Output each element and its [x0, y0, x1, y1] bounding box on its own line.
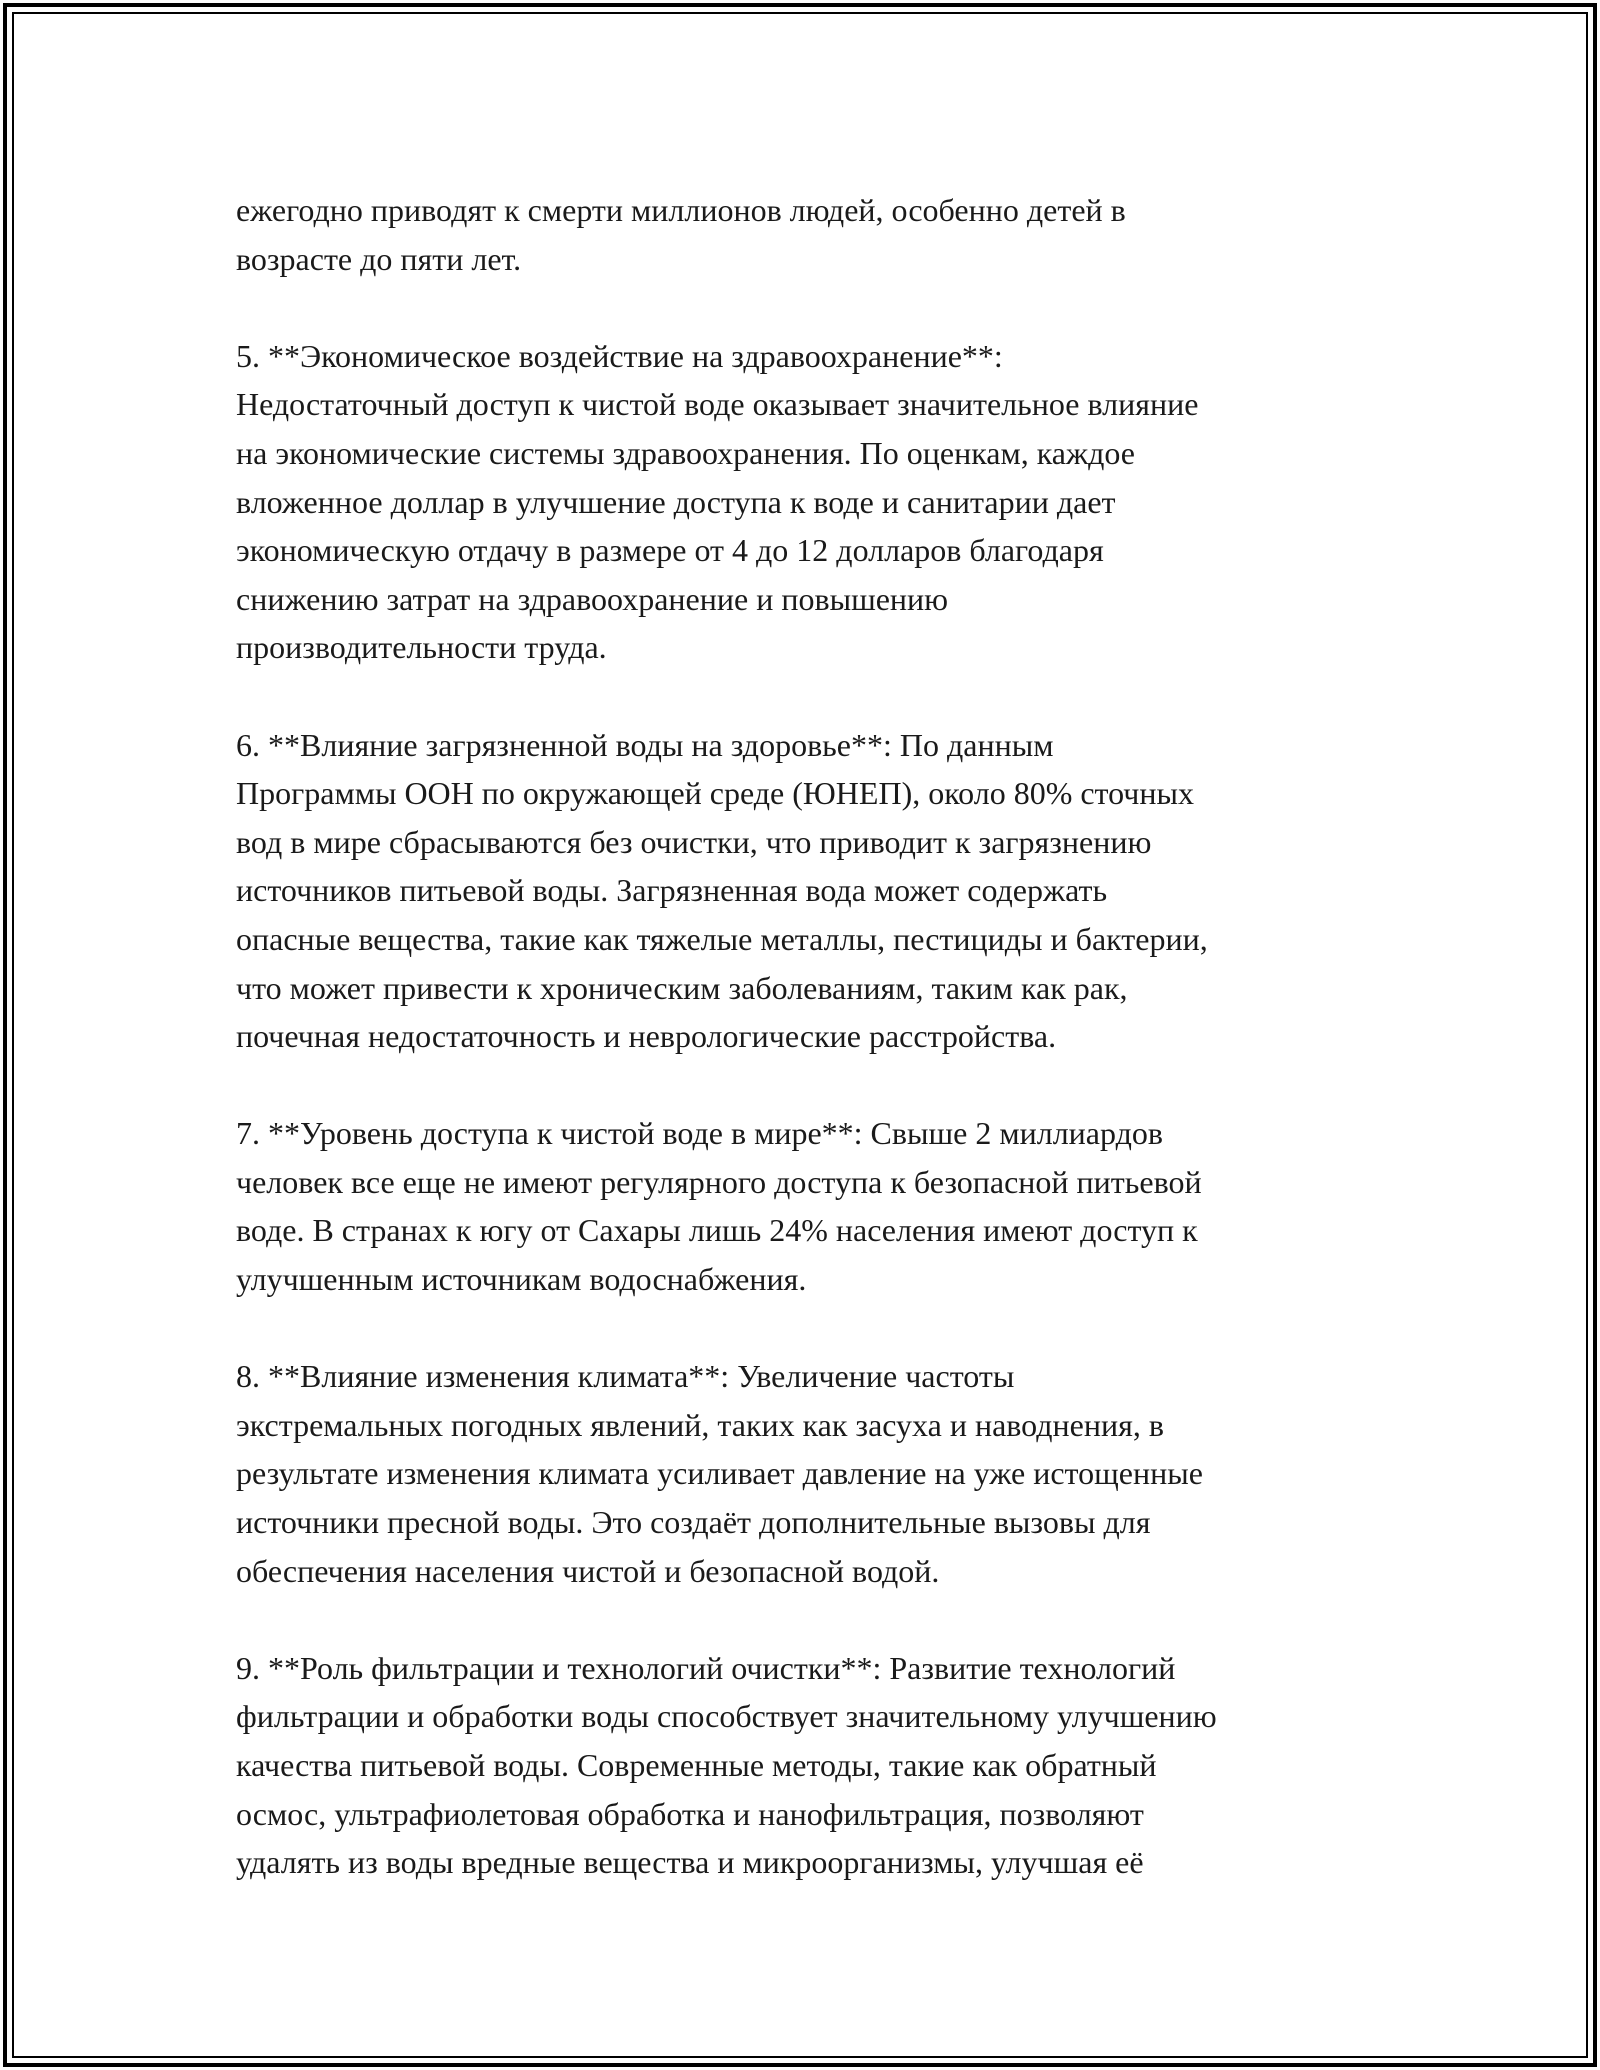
text-line: воде. В странах к югу от Сахары лишь 24% населения имеют доступ к: [236, 1212, 1198, 1249]
text-line: Программы ООН по окружающей среде (ЮНЕП), около 80% сточных: [236, 775, 1194, 812]
text-line: производительности труда.: [236, 629, 607, 666]
paragraph-item-9: [236, 1644, 1416, 1887]
text-line: источники пресной воды. Это создаёт дополнительные вызовы для: [236, 1504, 1151, 1541]
text-line: возрасте до пяти лет.: [236, 240, 522, 277]
text-line: человек все еще не имеют регулярного доступа к безопасной питьевой: [236, 1163, 1202, 1200]
paragraph-item-6: [236, 721, 1416, 1061]
text-line: 9. **Роль фильтрации и технологий очистки**: Развитие технологий: [236, 1649, 1176, 1686]
text-line: результате изменения климата усиливает давление на уже истощенные: [236, 1455, 1203, 1492]
text-line: снижению затрат на здравоохранение и повышению: [236, 580, 949, 617]
document-body: [236, 186, 1416, 1935]
text-line: Недостаточный доступ к чистой воде оказывает значительное влияние: [236, 386, 1199, 423]
text-line: 6. **Влияние загрязненной воды на здоровье**: По данным: [236, 726, 1054, 763]
text-line: почечная недостаточность и неврологические расстройства.: [236, 1018, 1057, 1055]
text-line: 5. **Экономическое воздействие на здравоохранение**:: [236, 337, 1003, 374]
text-line: экстремальных погодных явлений, таких как засуха и наводнения, в: [236, 1406, 1164, 1443]
text-line: осмос, ультрафиолетовая обработка и нанофильтрация, позволяют: [236, 1795, 1144, 1832]
paragraph-item-7: [236, 1109, 1416, 1303]
text-line: на экономические системы здравоохранения. По оценкам, каждое: [236, 434, 1135, 471]
text-line: источников питьевой воды. Загрязненная вода может содержать: [236, 872, 1108, 909]
text-line: экономическую отдачу в размере от 4 до 12 долларов благодаря: [236, 532, 1104, 569]
text-line: фильтрации и обработки воды способствует значительному улучшению: [236, 1698, 1217, 1735]
text-line: вод в мире сбрасываются без очистки, что приводит к загрязнению: [236, 823, 1152, 860]
text-line: 8. **Влияние изменения климата**: Увеличение частоты: [236, 1358, 1015, 1395]
text-line: 7. **Уровень доступа к чистой воде в мире**: Свыше 2 миллиардов: [236, 1115, 1163, 1152]
text-line: качества питьевой воды. Современные методы, такие как обратный: [236, 1747, 1157, 1783]
text-line: улучшенным источникам водоснабжения.: [236, 1261, 807, 1298]
text-line: опасные вещества, такие как тяжелые металлы, пестициды и бактерии,: [236, 920, 1208, 957]
text-line: ежегодно приводят к смерти миллионов людей, особенно детей в: [236, 192, 1126, 228]
paragraph-item-5: [236, 332, 1416, 672]
text-line: удалять из воды вредные вещества и микроорганизмы, улучшая её: [236, 1844, 1144, 1881]
text-line: что может привести к хроническим заболеваниям, таким как рак,: [236, 969, 1128, 1006]
text-line: вложенное доллар в улучшение доступа к воде и санитарии дает: [236, 483, 1116, 520]
text-line: обеспечения населения чистой и безопасной водой.: [236, 1552, 940, 1589]
paragraph-continuation: [236, 186, 1416, 283]
paragraph-item-8: [236, 1352, 1416, 1595]
